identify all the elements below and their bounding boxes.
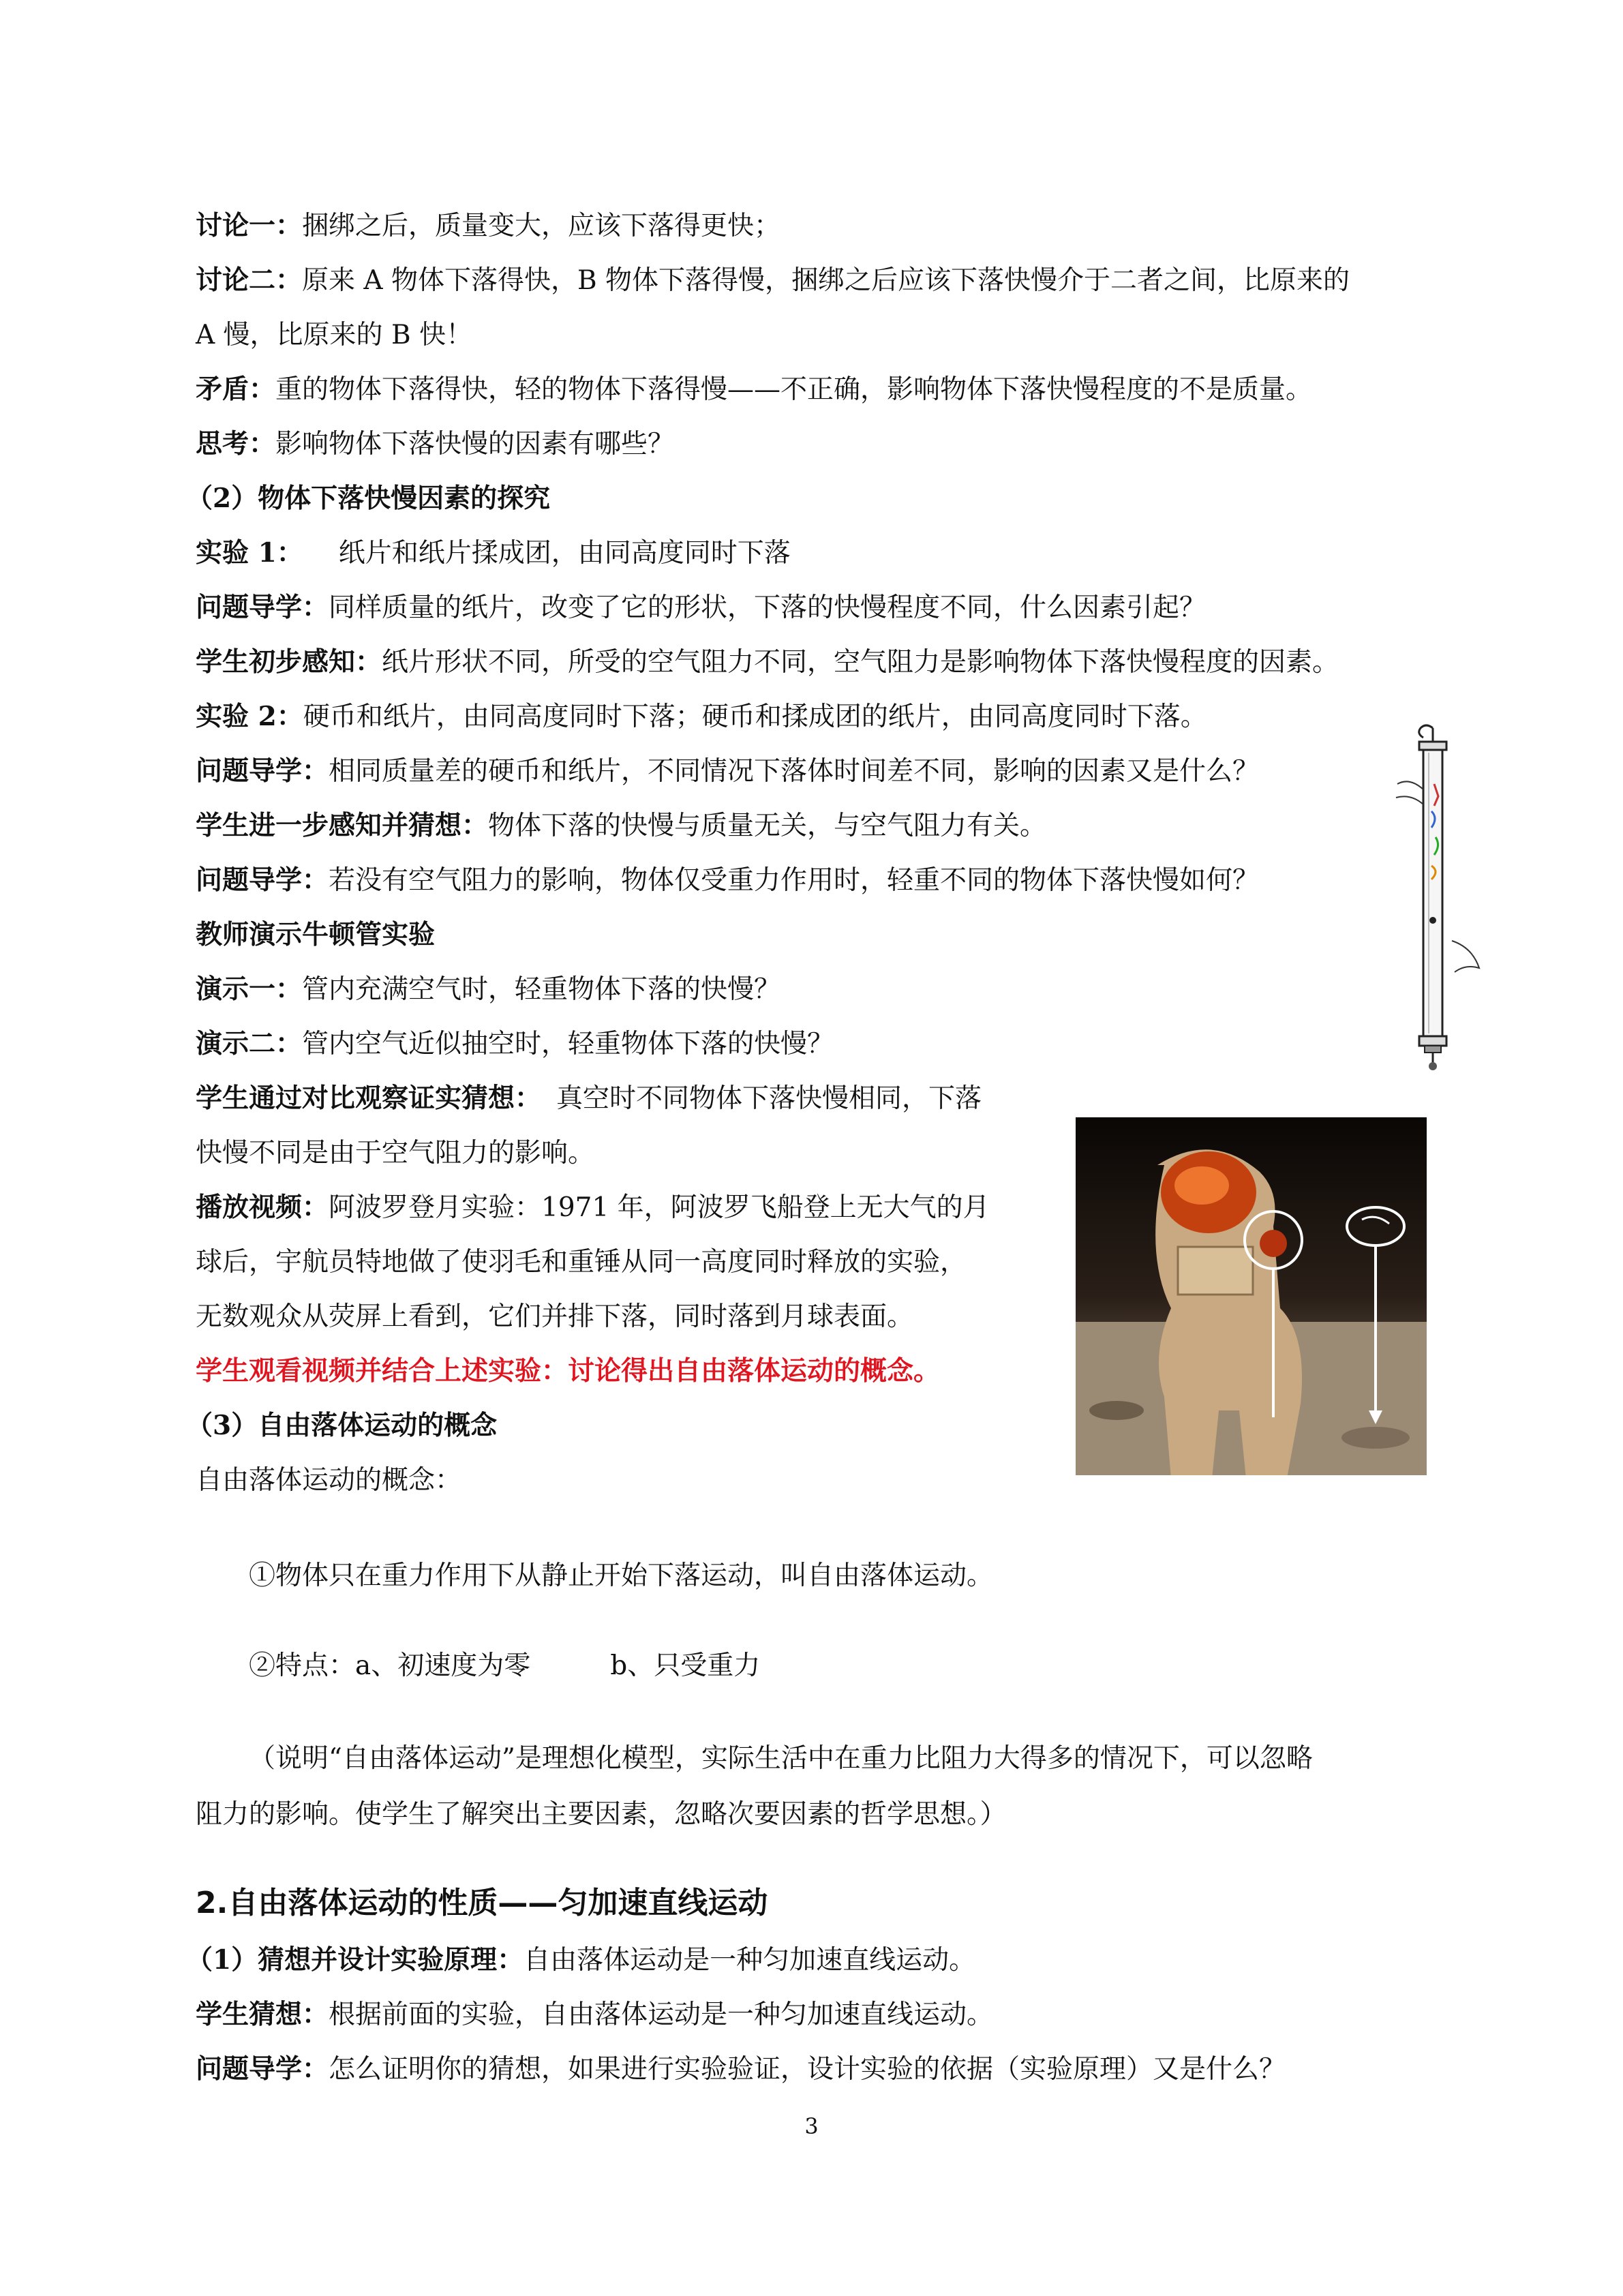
label: 问题导学： — [196, 592, 329, 623]
line-note: （说明“自由落体运动”是理想化模型，实际生活中在重力比阻力大得多的情况下，可以忽略 — [249, 1743, 1313, 1774]
text: 若没有空气阻力的影响，物体仅受重力作用时，轻重不同的物体下落快慢如何？ — [329, 865, 1260, 896]
text: 纸片和纸片揉成团，由同高度同时下落 — [338, 538, 791, 569]
page-number: 3 — [804, 2113, 819, 2139]
label: 思考： — [196, 428, 276, 459]
text: 影响物体下落快慢的因素有哪些？ — [275, 429, 675, 459]
label: 学生初步感知： — [196, 646, 382, 678]
line-experiment-2 — [196, 701, 1207, 732]
line-experiment-1 — [196, 537, 791, 569]
line-hypothesis-design — [186, 1944, 976, 1976]
text: 管内充满空气时，轻重物体下落的快慢？ — [302, 974, 781, 1005]
line-think — [196, 428, 675, 459]
apollo-astronaut-photo — [1076, 1117, 1427, 1475]
line-definition: ①物体只在重力作用下从静止开始下落运动，叫自由落体运动。 — [249, 1560, 994, 1591]
line-guide-4 — [196, 2053, 1286, 2085]
line-confirm — [196, 1085, 982, 1112]
line-contradiction — [196, 376, 1312, 403]
line-perception-2 — [196, 810, 1047, 841]
label: 演示一： — [196, 973, 303, 1005]
subheading-2: （2）物体下落快慢因素的探究 — [186, 483, 551, 514]
text: 管内空气近似抽空时，轻重物体下落的快慢？ — [302, 1029, 834, 1059]
text: 硬币和纸片，由同高度同时下落；硬币和揉成团的纸片，由同高度同时下落。 — [303, 701, 1207, 732]
line-newton-tube: 教师演示牛顿管实验 — [196, 919, 436, 950]
text: 捆绑之后，质量变大，应该下落得更快； — [302, 211, 781, 241]
label: 讨论一： — [196, 210, 303, 241]
line-demo-2 — [196, 1028, 834, 1059]
line-concept-label: 自由落体运动的概念： — [196, 1465, 462, 1496]
line-note-cont: 阻力的影响。使学生了解突出主要因素，忽略次要因素的哲学思想。） — [196, 1799, 1007, 1830]
text: 真空时不同物体下落快慢相同，下落 — [556, 1083, 982, 1114]
subheading-3: （3）自由落体运动的概念 — [186, 1410, 498, 1441]
text: 物体下落的快慢与质量无关，与空气阻力有关。 — [488, 811, 1047, 841]
line-red-task: 学生观看视频并结合上述实验：讨论得出自由落体运动的概念。 — [196, 1355, 941, 1387]
label: 学生进一步感知并猜想： — [196, 810, 489, 841]
line-video — [196, 1194, 990, 1221]
label: 矛盾： — [196, 374, 276, 405]
line-guide-1 — [196, 594, 1206, 621]
line-perception-1 — [196, 646, 1339, 678]
label: 实验 1： — [196, 537, 303, 569]
text: 根据前面的实验，自由落体运动是一种匀加速直线运动。 — [329, 1999, 994, 2030]
line-guide-2 — [196, 755, 1260, 787]
label: 播放视频： — [196, 1192, 329, 1223]
label: 问题导学： — [196, 755, 329, 787]
line-features: ②特点：a、初速度为零 b、只受重力 — [249, 1650, 761, 1681]
line-video-cont-2: 无数观众从荧屏上看到，它们并排下落，同时落到月球表面。 — [196, 1301, 914, 1332]
section-heading-2: 2.自由落体运动的性质——匀加速直线运动 — [196, 1886, 768, 1920]
text: 自由落体运动是一种匀加速直线运动。 — [524, 1945, 976, 1976]
newton-tube-illustration — [1384, 723, 1486, 1077]
label: 学生猜想： — [196, 1999, 329, 2030]
label: 学生通过对比观察证实猜想： — [196, 1083, 542, 1114]
line-discussion-2-cont: A 慢，比原来的 B 快！ — [196, 320, 473, 350]
text: 纸片形状不同，所受的空气阻力不同，空气阻力是影响物体下落快慢程度的因素。 — [382, 647, 1339, 678]
text: 重的物体下落得快，轻的物体下落得慢——不正确，影响物体下落快慢程度的不是质量。 — [275, 374, 1313, 405]
line-guide-3 — [196, 864, 1260, 896]
text: 同样质量的纸片，改变了它的形状，下落的快慢程度不同，什么因素引起？ — [329, 592, 1207, 623]
line-student-guess — [196, 1999, 994, 2030]
line-discussion-2 — [196, 267, 1350, 294]
label: 演示二： — [196, 1028, 303, 1059]
label: 问题导学： — [196, 864, 329, 896]
text: 相同质量差的硬币和纸片，不同情况下落体时间差不同，影响的因素又是什么？ — [329, 756, 1260, 787]
label: 讨论二： — [196, 265, 303, 296]
line-confirm-cont: 快慢不同是由于空气阻力的影响。 — [196, 1138, 595, 1168]
line-discussion-1 — [196, 210, 781, 241]
line-demo-1 — [196, 973, 781, 1005]
label: 实验 2： — [196, 701, 303, 732]
line-video-cont-1: 球后，宇航员特地做了使羽毛和重锤从同一高度同时释放的实验， — [196, 1247, 967, 1278]
label: 问题导学： — [196, 2053, 329, 2085]
label: （1）猜想并设计实验原理： — [186, 1944, 524, 1976]
text: 原来 A 物体下落得快，B 物体下落得慢，捆绑之后应该下落快慢介于二者之间，比原来的 — [302, 265, 1350, 296]
text: 阿波罗登月实验：1971 年，阿波罗飞船登上无大气的月 — [329, 1192, 990, 1223]
text: 怎么证明你的猜想，如果进行实验验证，设计实验的依据（实验原理）又是什么？ — [329, 2054, 1286, 2085]
